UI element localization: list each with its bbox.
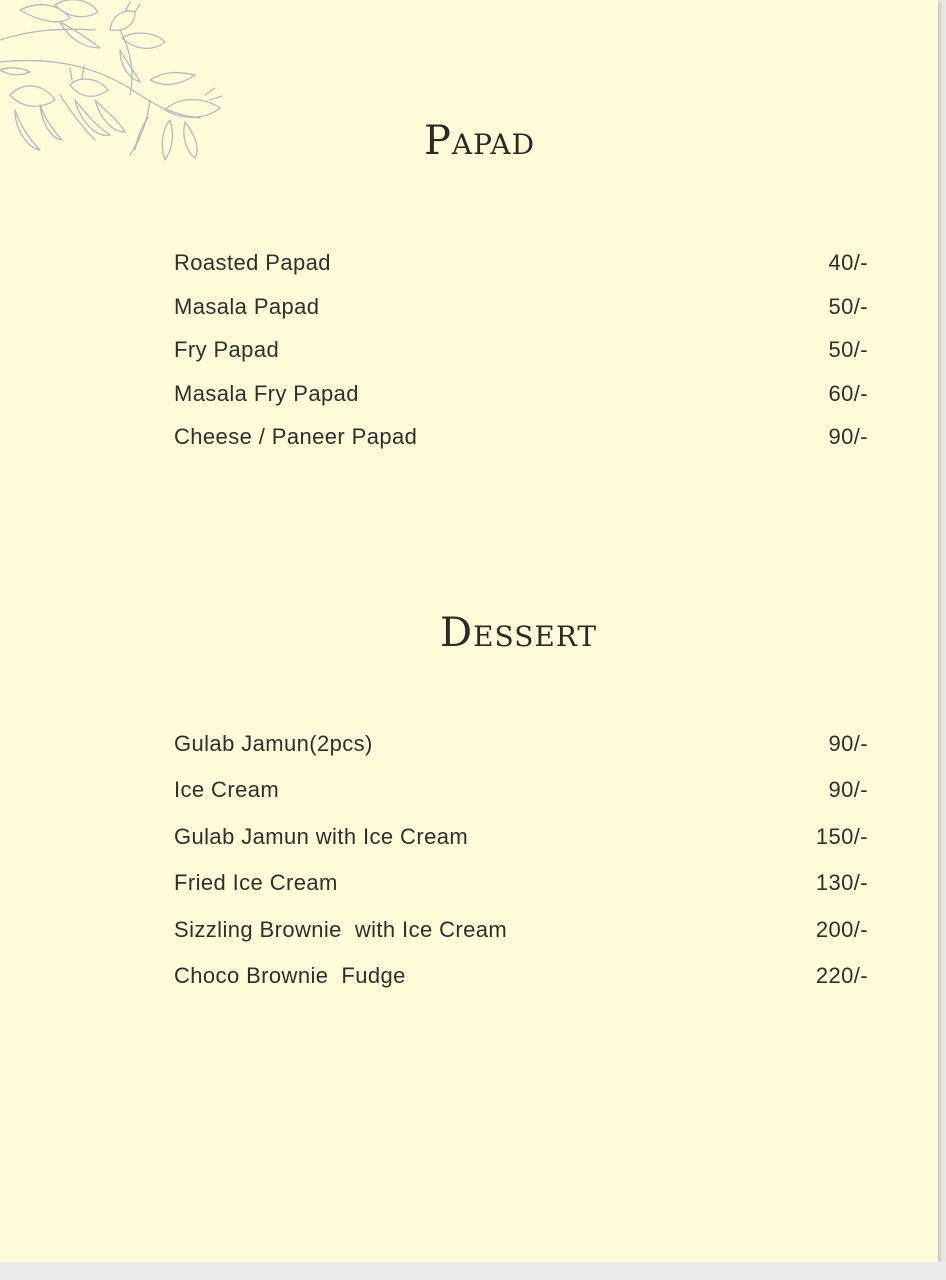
item-name: Ice Cream [174, 777, 280, 803]
section-title-papad: Papad [424, 118, 536, 164]
menu-item [174, 917, 868, 963]
menu-list-dessert [174, 731, 868, 1009]
item-price: 130/- [815, 870, 868, 896]
item-name: Gulab Jamun(2pcs) [174, 731, 373, 756]
menu-item [174, 337, 868, 381]
menu-item [174, 870, 868, 916]
menu-item [174, 731, 868, 777]
item-price: 60/- [828, 380, 868, 406]
item-name: Choco Brownie Fudge [174, 962, 406, 988]
item-price: 50/- [828, 293, 868, 319]
menu-list-papad [174, 250, 868, 468]
item-name: Masala Fry Papad [174, 380, 359, 406]
item-price: 200/- [815, 916, 868, 942]
item-price: 150/- [815, 823, 868, 849]
page-bottom-edge [0, 1262, 946, 1280]
item-name: Cheese / Paneer Papad [174, 424, 418, 449]
menu-item [174, 250, 868, 294]
menu-item [174, 824, 868, 870]
item-name: Fried Ice Cream [174, 870, 338, 896]
item-name: Fry Papad [174, 337, 280, 362]
item-name: Masala Papad [174, 293, 320, 319]
floral-ornament-icon [0, 0, 240, 175]
menu-item [174, 424, 868, 468]
item-name: Gulab Jamun with Ice Cream [174, 823, 469, 849]
menu-item [174, 294, 868, 338]
item-price: 220/- [815, 962, 868, 988]
item-price: 90/- [828, 424, 868, 449]
menu-item [174, 381, 868, 425]
item-price: 90/- [828, 731, 868, 756]
item-name: Sizzling Brownie with Ice Cream [174, 916, 508, 942]
item-price: 90/- [828, 777, 868, 803]
item-price: 40/- [828, 250, 868, 275]
section-title-dessert: Dessert [440, 610, 598, 656]
menu-item [174, 777, 868, 823]
item-price: 50/- [828, 337, 868, 362]
item-name: Roasted Papad [174, 250, 331, 275]
menu-item [174, 963, 868, 1009]
